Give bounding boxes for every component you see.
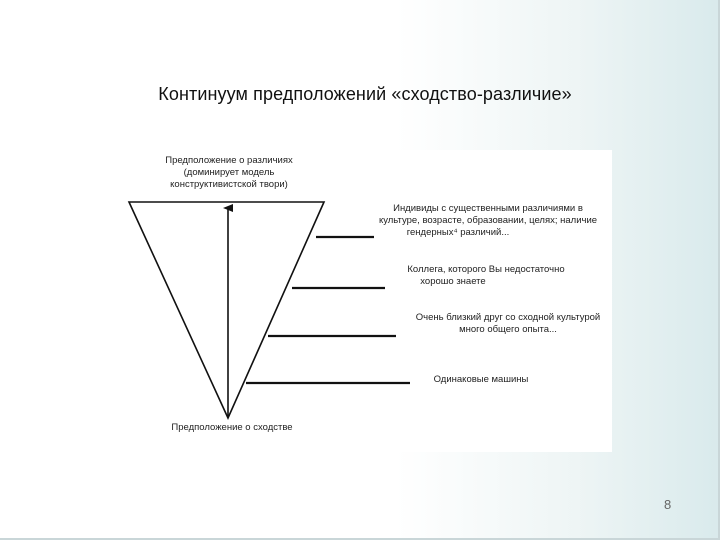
level-label-3 (404, 312, 612, 336)
level-label-2 (396, 264, 576, 288)
bottom-label (152, 422, 312, 434)
top-label (149, 155, 309, 191)
bottom-label-text: Предположение о сходстве (171, 422, 293, 433)
continuum-diagram (96, 150, 612, 452)
level-label-1 (366, 203, 610, 239)
level-label-line: гендерных⁴ различий... (406, 227, 510, 238)
level-label-4 (412, 374, 550, 386)
level-label-line: Очень близкий друг со сходной культурой (415, 312, 601, 323)
top-label-line: Предположение о различиях (165, 155, 293, 166)
level-label-line: хорошо знаете (420, 276, 486, 287)
slide-title: Континуум предположений «сходство-различие» (158, 84, 572, 104)
level-label-line: Одинаковые машины (433, 374, 529, 385)
page-number: 8 (664, 497, 672, 512)
level-label-line: Коллега, которого Вы недостаточно (407, 264, 565, 275)
top-label-line: (доминирует модель (183, 167, 275, 178)
level-label-line: много общего опыта... (459, 324, 557, 335)
level-label-line: культуре, возрасте, образовании, целях; наличие (378, 215, 598, 226)
continuum-figure (96, 150, 612, 452)
top-label-line: конструктивистской твори) (170, 179, 288, 190)
level-label-line: Индивиды с существенными различиями в (393, 203, 583, 214)
inverted-triangle (129, 202, 324, 418)
